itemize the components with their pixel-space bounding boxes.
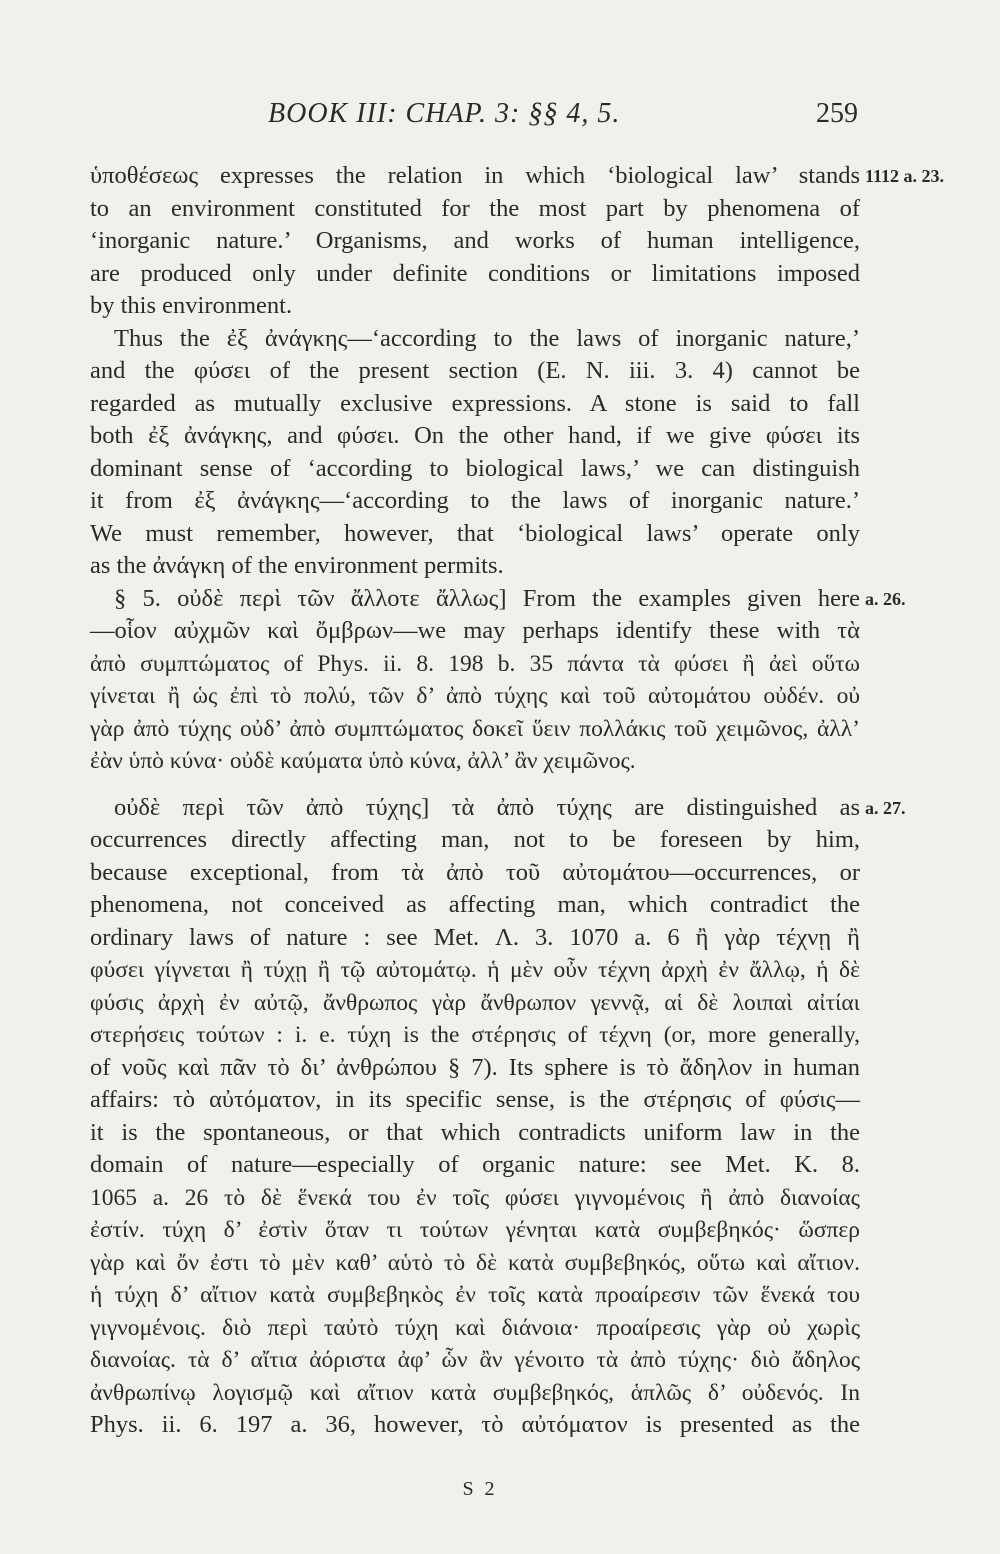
text-line: γὰρ ἀπὸ τύχης οὐδ’ ἀπὸ συμπτώματος δοκεῖ ὕειν πολλάκις τοῦ χειμῶνος, ἀλλ’ xyxy=(90,715,860,742)
text-line: γιγνομένοις. διὸ περὶ ταὐτὸ τύχη καὶ διάνοια· προαίρεσις γὰρ οὐ χωρὶς xyxy=(90,1314,860,1341)
text-line: dominant sense of ‘according to biological laws,’ we can distinguish xyxy=(90,454,860,482)
text-line: φύσει γίγνεται ἢ τύχῃ ἢ τῷ αὐτομάτῳ. ἡ μὲν οὖν τέχνη ἀρχὴ ἐν ἄλλῳ, ἡ δὲ xyxy=(90,957,860,983)
margin-reference: 1112 a. 23. xyxy=(865,166,945,186)
text-line: phenomena, not conceived as affecting man, which contradict the xyxy=(90,891,860,918)
text-line: We must remember, however, that ‘biological laws’ operate only xyxy=(90,519,860,547)
text-line: affairs: τὸ αὐτόματον, in its specific sense, is the στέρησις of φύσις— xyxy=(90,1086,860,1113)
text-line: and the φύσει of the present section (E. N. iii. 3. 4) cannot be xyxy=(90,357,860,384)
text-line: 1065 a. 26 τὸ δὲ ἕνεκά του ἐν τοῖς φύσει γιγνομένοις ἢ ἀπὸ διανοίας xyxy=(90,1184,860,1211)
text-line: γὰρ καὶ ὄν ἐστι τὸ μὲν καθ’ αὑτὸ τὸ δὲ κατὰ συμβεβηκός, οὕτω καὶ αἴτιον. xyxy=(90,1249,860,1276)
text-line: domain of nature—especially of organic nature: see Met. K. 8. xyxy=(90,1151,860,1178)
text-line: both ἐξ ἀνάγκης, and φύσει. On the other hand, if we give φύσει its xyxy=(90,422,860,449)
text-line: as the ἀνάγκη of the environment permits. xyxy=(90,552,504,579)
text-line: § 5. οὐδὲ περὶ τῶν ἄλλοτε ἄλλως] From the examples given here a. 26. xyxy=(90,583,860,616)
text-line: ἡ τύχη δ’ αἴτιον κατὰ συμβεβηκὸς ἐν τοῖς κατὰ προαίρεσιν τῶν ἕνεκά του xyxy=(90,1282,860,1308)
text-line: to an environment constituted for the most part by phenomena of xyxy=(90,194,860,222)
running-title: BOOK III: CHAP. 3: §§ 4, 5. xyxy=(268,98,621,129)
text-line: ordinary laws of nature : see Met. Λ. 3. 1070 a. 6 ἢ γὰρ τέχνῃ ἢ xyxy=(90,923,860,951)
signature-mark: S 2 xyxy=(462,1478,498,1500)
text-line: occurrences directly affecting man, not to be foreseen by him, xyxy=(90,826,860,853)
text-line: because exceptional, from τὰ ἀπὸ τοῦ αὐτομάτου—occurrences, or xyxy=(90,858,860,886)
text-line: are produced only under definite conditions or limitations imposed xyxy=(90,259,860,287)
text-line: by this environment. xyxy=(90,292,293,319)
text-line: ὑποθέσεως expresses the relation in which ‘biological law’ stands 1112 a. 23. xyxy=(90,160,860,193)
text-line: ἐστίν. τύχη δ’ ἐστὶν ὅταν τι τούτων γένηται κατὰ συμβεβηκός· ὥσπερ xyxy=(90,1217,860,1243)
text-line: it from ἐξ ἀνάγκης—‘according to the laws of inorganic nature.’ xyxy=(90,487,860,514)
text-line: γίνεται ἢ ὡς ἐπὶ τὸ πολύ, τῶν δ’ ἀπὸ τύχης καὶ τοῦ αὐτομάτου οὐδέν. οὐ xyxy=(90,683,860,709)
text-line: Thus the ἐξ ἀνάγκης—‘according to the laws of inorganic nature,’ xyxy=(114,324,860,352)
margin-reference: a. 26. xyxy=(865,588,906,609)
text-line: ἀπὸ συμπτώματος of Phys. ii. 8. 198 b. 35 πάντα τὰ φύσει ἢ ἀεὶ οὕτω xyxy=(90,650,860,677)
margin-reference: a. 27. xyxy=(865,797,906,818)
text-line: —οἷον αὐχμῶν καὶ ὄμβρων—we may perhaps identify these with τὰ xyxy=(90,617,860,644)
text-line: οὐδὲ περὶ τῶν ἀπὸ τύχης] τὰ ἀπὸ τύχης are distinguished as a. 27. xyxy=(90,792,860,825)
text-line: of νοῦς καὶ πᾶν τὸ δι’ ἀνθρώπου § 7). Its sphere is τὸ ἄδηλον in human xyxy=(90,1053,860,1081)
text-line: Phys. ii. 6. 197 a. 36, however, τὸ αὐτόματον is presented as the xyxy=(90,1411,860,1438)
page-header xyxy=(268,98,858,138)
text-line: it is the spontaneous, or that which contradicts uniform law in the xyxy=(90,1118,860,1146)
text-line: διανοίας. τὰ δ’ αἴτια ἀόριστα ἀφ’ ὧν ἂν γένοιτο τὰ ἀπὸ τύχης· διὸ ἄδηλος xyxy=(90,1347,860,1373)
text-line: ἐὰν ὑπὸ κύνα· οὐδὲ καύματα ὑπὸ κύνα, ἀλλ’ ἂν χειμῶνος. xyxy=(90,748,636,774)
text-line: ἀνθρωπίνῳ λογισμῷ καὶ αἴτιον κατὰ συμβεβηκός, ἁπλῶς δ’ οὐδενός. In xyxy=(90,1379,860,1406)
text-line: στερήσεις τούτων : i. e. τύχη is the στέρησις of τέχνη (or, more generally, xyxy=(90,1022,860,1048)
text-line: φύσις ἀρχὴ ἐν αὐτῷ, ἄνθρωπος γὰρ ἄνθρωπον γεννᾷ, αἱ δὲ λοιπαὶ αἰτίαι xyxy=(90,989,860,1016)
text-line: regarded as mutually exclusive expressions. A stone is said to fall xyxy=(90,389,860,417)
page-number: 259 xyxy=(816,98,858,129)
body-text xyxy=(90,160,945,1442)
text-line: ‘inorganic nature.’ Organisms, and works of human intelligence, xyxy=(90,227,860,254)
